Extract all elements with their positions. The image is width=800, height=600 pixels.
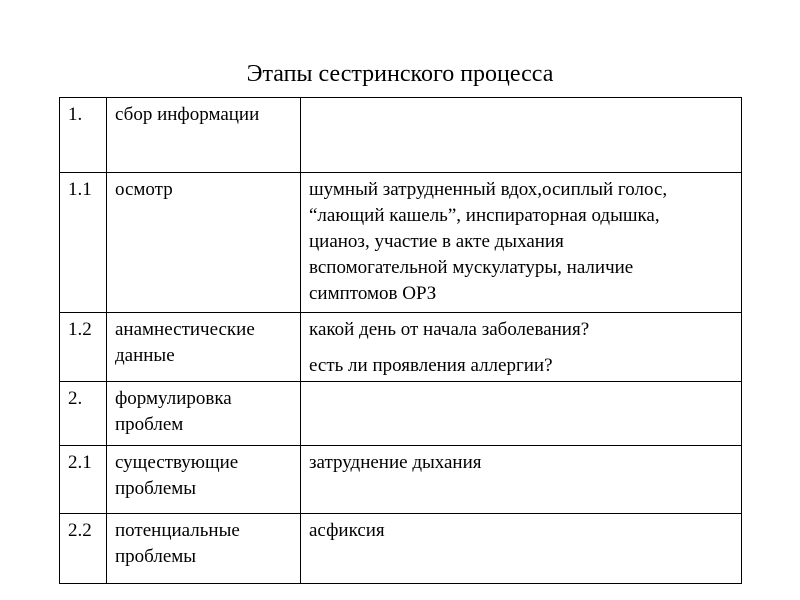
step-number-cell [60, 173, 107, 313]
description-line: асфиксия [309, 520, 385, 541]
description-cell [301, 446, 742, 514]
description-line: затруднение дыхания [309, 452, 482, 473]
description-cell [301, 313, 742, 382]
description-line: шумный затрудненный вдох,осиплый голос, [309, 179, 668, 200]
stage-label: формулировка [115, 388, 232, 409]
table-row [60, 446, 742, 514]
description-line: вспомогательной мускулатуры, наличие [309, 257, 634, 278]
step-number-cell [60, 514, 107, 584]
page-title: Этапы сестринского процесса [246, 61, 554, 87]
stage-label: данные [115, 345, 175, 366]
description-line: цианоз, участие в акте дыхания [309, 231, 564, 252]
step-number-cell [60, 446, 107, 514]
description-cell [301, 514, 742, 584]
step-number: 1.1 [68, 179, 92, 200]
step-number: 1.2 [68, 319, 92, 340]
step-number-cell [60, 382, 107, 446]
description-line: есть ли проявления аллергии? [309, 355, 553, 376]
step-number: 2.1 [68, 452, 92, 473]
stage-label: проблем [115, 414, 184, 435]
table-row [60, 382, 742, 446]
table-row [60, 173, 742, 313]
description-line: какой день от начала заболевания? [309, 319, 590, 340]
step-number: 1. [68, 104, 83, 125]
stage-cell [107, 98, 301, 173]
stage-label: потенциальные [115, 520, 240, 541]
stage-cell [107, 446, 301, 514]
description-cell [301, 98, 742, 173]
table-row [60, 313, 742, 382]
stage-cell [107, 514, 301, 584]
stage-cell [107, 382, 301, 446]
stage-label: осмотр [115, 179, 173, 200]
stage-label: проблемы [115, 546, 197, 567]
stage-label: существующие [115, 452, 239, 473]
stage-label: проблемы [115, 478, 197, 499]
table-row [60, 514, 742, 584]
description-line: “лающий кашель”, инспираторная одышка, [309, 205, 660, 226]
step-number: 2. [68, 388, 83, 409]
table-row [60, 98, 742, 173]
stage-label: сбор информации [115, 104, 260, 125]
stage-label: анамнестические [115, 319, 255, 340]
step-number: 2.2 [68, 520, 92, 541]
step-number-cell [60, 313, 107, 382]
stage-cell [107, 173, 301, 313]
step-number-cell [60, 98, 107, 173]
description-cell [301, 173, 742, 313]
stage-cell [107, 313, 301, 382]
description-line: симптомов ОРЗ [309, 283, 437, 304]
nursing-process-table [59, 97, 742, 584]
description-cell [301, 382, 742, 446]
